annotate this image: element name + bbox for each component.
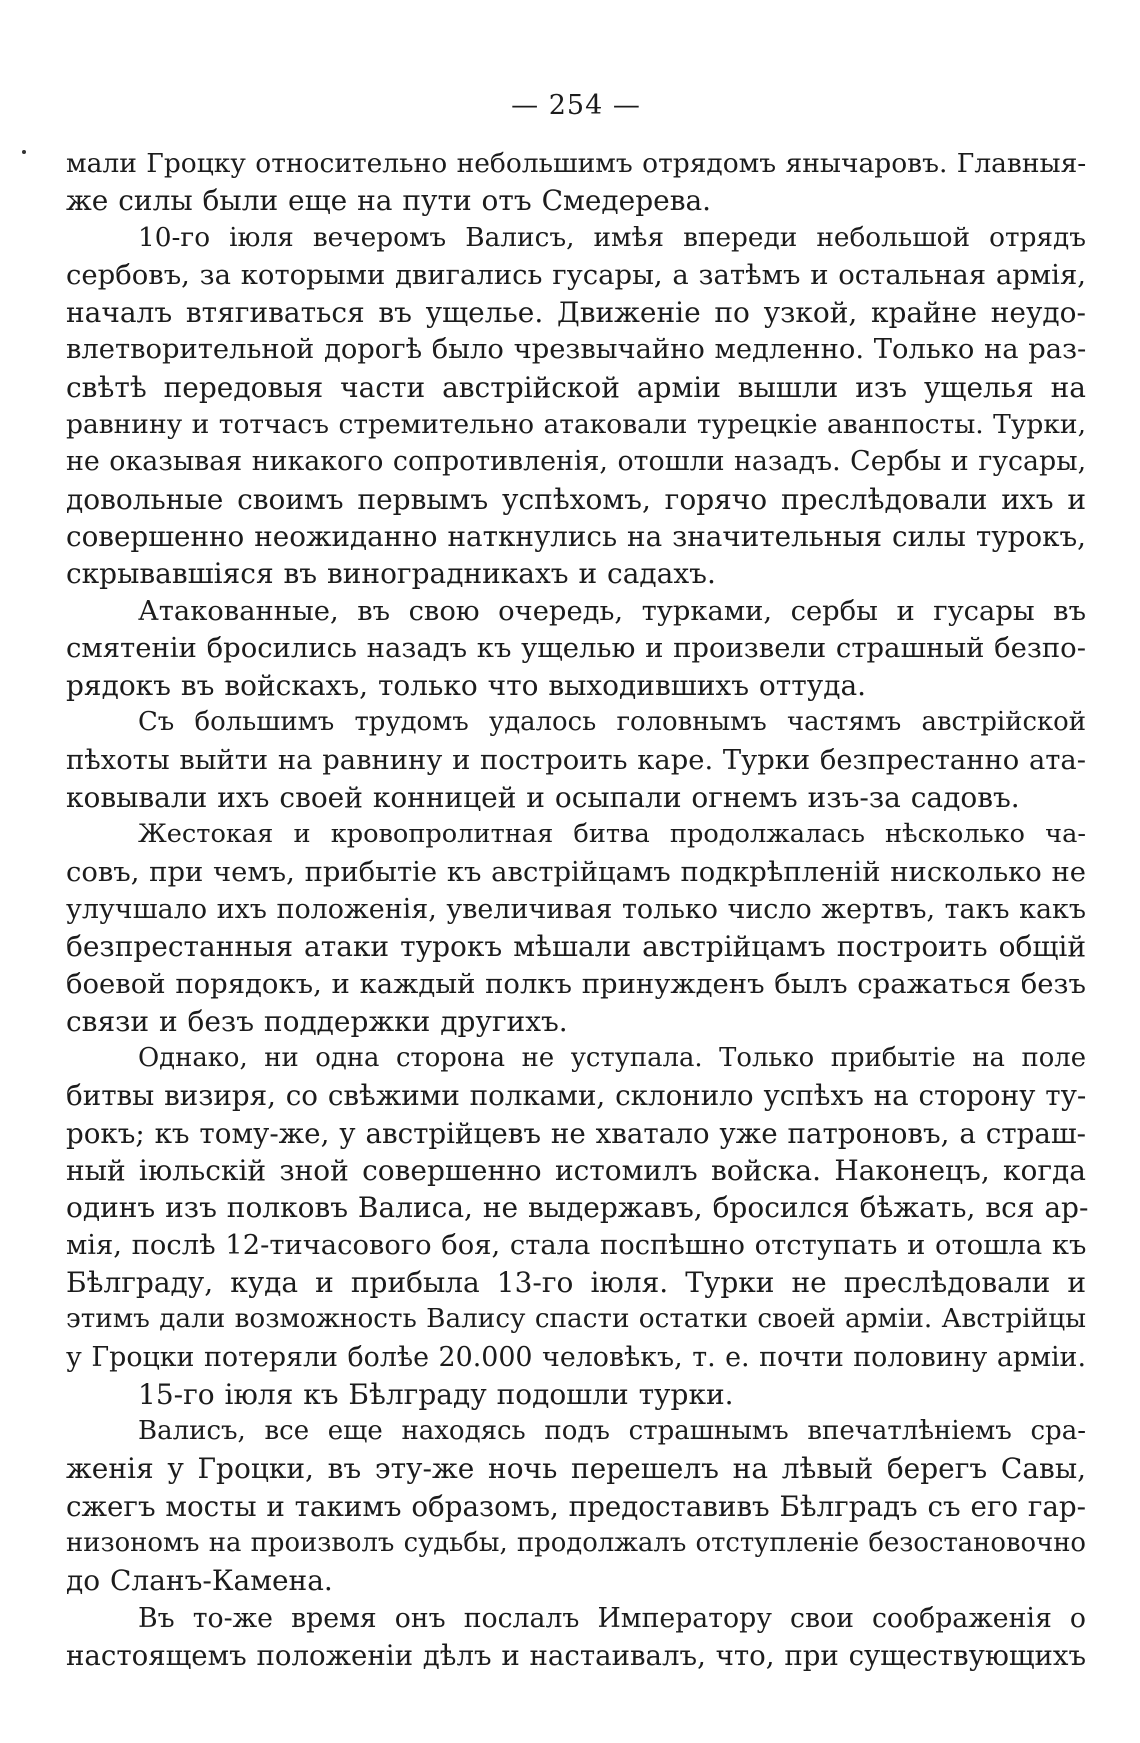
text-line: не оказывая никакого сопротивленія, отошли назадъ. Сербы и гусары, <box>66 446 1087 478</box>
text-line: улучшало ихъ положенія, увеличивая только число жертвъ, такъ какъ <box>66 893 1086 925</box>
document-page <box>66 90 1089 1674</box>
text-line: Бѣлграду, куда и прибыла 13-го іюля. Турки не преслѣдовали и <box>66 1265 1086 1299</box>
text-line: свѣтѣ передовыя части австрійской арміи вышли изъ ущелья на <box>66 370 1086 404</box>
text-line: скрывавшіяся въ виноградникахъ и садахъ. <box>66 557 716 591</box>
text-line: совершенно неожиданно наткнулись на значительныя силы турокъ, <box>66 519 1086 553</box>
text-line: рокъ; къ тому-же, у австрійцевъ не хватало уже патроновъ, а страш- <box>66 1116 1086 1150</box>
text-line: смятеніи бросились назадъ къ ущелью и произвели страшный безпо- <box>66 632 1086 664</box>
text-line: Валисъ, все еще находясь подъ страшнымъ впечатлѣніемъ сра- <box>138 1416 1086 1447</box>
text-line: битвы визиря, со свѣжими полками, склонило успѣхъ на сторону ту- <box>66 1079 1087 1113</box>
text-line: сжегъ мосты и такимъ образомъ, предоставивъ Бѣлградъ съ его гар- <box>66 1489 1087 1523</box>
text-line: женія у Гроцки, въ эту-же ночь перешелъ на лѣвый берегъ Савы, <box>66 1452 1086 1486</box>
text-line: равнину и тотчасъ стремительно атаковали турецкіе аванпосты. Турки, <box>66 409 1086 441</box>
text-line: же силы были еще на пути отъ Смедерева. <box>66 184 712 218</box>
page-number: — 254 — <box>511 90 641 121</box>
text-line: довольные своимъ первымъ успѣхомъ, горячо преслѣдовали ихъ и <box>66 482 1086 516</box>
text-line: Съ большимъ трудомъ удалось головнымъ частямъ австрійской <box>138 707 1086 738</box>
text-line: одинъ изъ полковъ Валиса, не выдержавъ, бросился бѣжать, вся ар- <box>66 1191 1089 1225</box>
text-line: низономъ на произволъ судьбы, продолжалъ отступленіе безостановочно <box>66 1527 1086 1558</box>
text-line: связи и безъ поддержки другихъ. <box>66 1004 568 1038</box>
body-text <box>66 145 1089 1674</box>
text-line: 15-го іюля къ Бѣлграду подошли турки. <box>138 1377 734 1411</box>
text-line: мія, послѣ 12-тичасового боя, стала поспѣшно отступать и отошла къ <box>66 1229 1087 1261</box>
text-line: Однако, ни одна сторона не уступала. Только прибытіе на поле <box>138 1043 1086 1074</box>
text-line: влетворительной дорогѣ было чрезвычайно медленно. Только на раз- <box>66 334 1087 366</box>
text-line: мали Гроцку относительно небольшимъ отрядомъ янычаровъ. Главныя- <box>66 148 1087 179</box>
text-line: Атакованные, въ свою очередь, турками, сербы и гусары въ <box>138 595 1086 627</box>
text-line: началъ втягиваться въ ущелье. Движеніе по узкой, крайне неудо- <box>66 296 1086 330</box>
text-line: этимъ дали возможность Валису спасти остатки своей арміи. Австрійцы <box>66 1304 1086 1335</box>
text-line: совъ, при чемъ, прибытіе къ австрійцамъ подкрѣпленій нисколько не <box>66 856 1086 888</box>
text-line: Въ то-же время онъ послалъ Императору свои соображенія о <box>138 1602 1086 1634</box>
text-line: Жестокая и кровопролитная битва продолжалась нѣсколько ча- <box>138 819 1086 850</box>
scan-dot <box>22 150 26 154</box>
text-line: настоящемъ положеніи дѣлъ и настаивалъ, что, при существующихъ <box>66 1638 1087 1672</box>
text-line: до Сланъ-Камена. <box>66 1564 333 1598</box>
text-line: безпрестанныя атаки турокъ мѣшали австрійцамъ построить общій <box>66 930 1086 964</box>
text-line: пѣхоты выйти на равнину и построить каре. Турки безпрестанно ата- <box>66 744 1086 776</box>
text-line: 10-го іюля вечеромъ Валисъ, имѣя впереди небольшой отрядъ <box>138 222 1086 253</box>
text-line: рядокъ въ войскахъ, только что выходившихъ оттуда. <box>66 669 867 703</box>
text-line: боевой порядокъ, и каждый полкъ принужденъ былъ сражаться безъ <box>66 968 1086 1000</box>
text-line: ковывали ихъ своей конницей и осыпали огнемъ изъ-за садовъ. <box>66 781 1020 815</box>
text-line: ный іюльскій зной совершенно истомилъ войска. Наконецъ, когда <box>66 1154 1086 1188</box>
text-line: сербовъ, за которыми двигались гусары, а затѣмъ и остальная армія, <box>66 259 1086 291</box>
text-line: у Гроцки потеряли болѣе 20.000 человѣкъ, т. е. почти половину арміи. <box>66 1341 1086 1373</box>
